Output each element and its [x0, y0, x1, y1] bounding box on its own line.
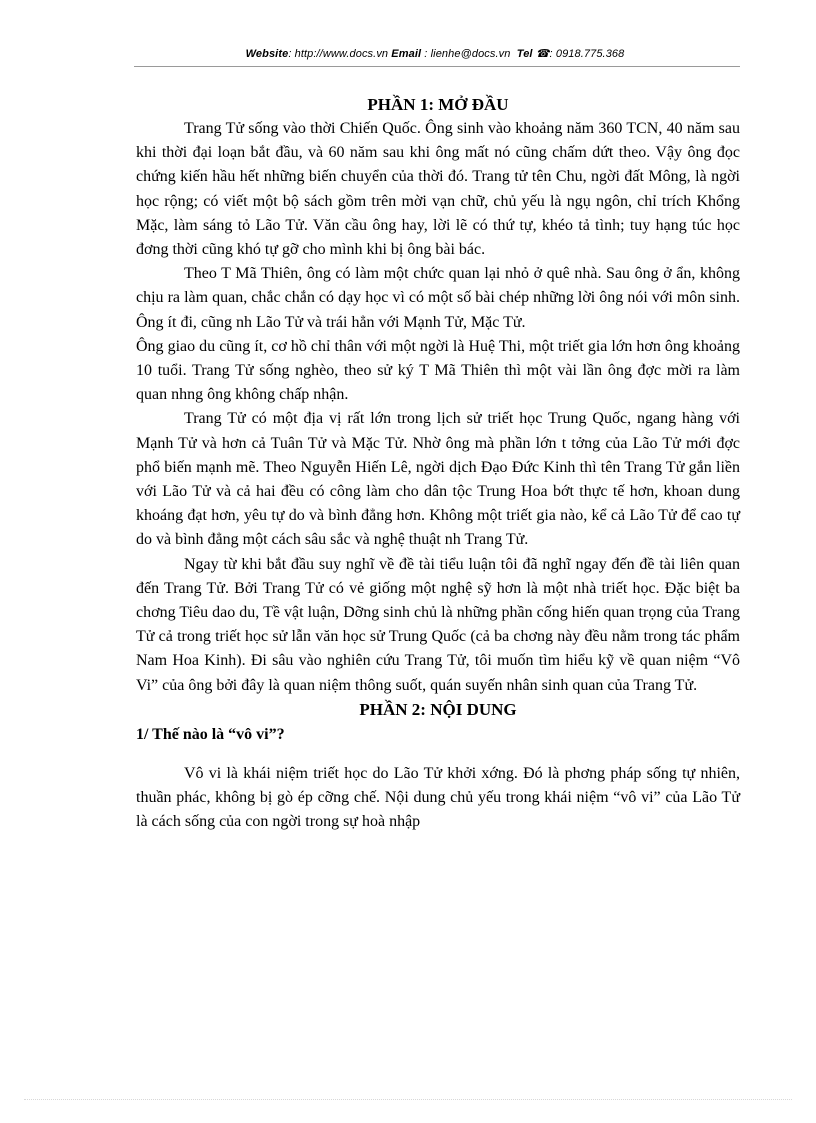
section1-paragraph-1: Trang Tử sống vào thời Chiến Quốc. Ông sinh vào khoảng năm 360 TCN, 40 năm sau khi thời đại loạn bắt đầu, và 60 năm sau khi ông mất nó cũng chấm dứt theo. Vậy ông đọc chứng kiến hầu hết những biến chuyển của thời đó. Trang tử tên Chu, ngời đất Mông, là ngời học rộng; có viết một bộ sách gồm trên mời vạn chữ, chủ yếu là ngụ ngôn, chỉ trích Khổng Mặc, làm sáng tỏ Lão Tử. Văn cầu ông hay, lời lẽ có thứ tự, khéo tả tình; tuy hạng túc học đơng thời cũng khó tự gỡ cho mình khi bị ông bài bác. [136, 120, 740, 259]
tel-value: : 0918.775.368 [549, 48, 625, 60]
footer-divider [24, 1099, 792, 1100]
email-value: : lienhe@docs.vn [421, 48, 511, 60]
section1-paragraph-3: Ông giao du cũng ít, cơ hồ chỉ thân với một ngời là Huệ Thi, một triết gia lớn hơn ông khoảng 10 tuổi. Trang Tử sống nghèo, theo sử ký T Mã Thiên thì một vài lần ông đợc mời ra làm quan nhng ông không chấp nhận. [136, 337, 740, 404]
header-divider [134, 66, 740, 67]
website-label: Website [245, 48, 289, 60]
section1-paragraph-5: Ngay từ khi bắt đầu suy nghĩ về đề tài tiểu luận tôi đã nghĩ ngay đến đề tài liên quan đến Trang Tử. Bởi Trang Tử có vẻ giống một nghệ sỹ hơn là một nhà triết học. Đặc biệt ba chơng Tiêu dao du, Tề vật luận, Dỡng sinh chủ là những phần cống hiến quan trọng của Trang Tử cả trong triết học sử lẫn văn học sử Trung Quốc (cả ba chơng này đều nằm trong tác phẩm Nam Hoa Kinh). Đi sâu vào nghiên cứu Trang Tử, tôi muốn tìm hiểu kỹ về quan niệm “Vô Vi” của ông bởi đây là quan niệm thông suốt, quán suyến nhân sinh quan của Trang Tử. [136, 555, 740, 694]
tel-label: Tel [516, 48, 533, 60]
section2-title: PHẦN 2: NỘI DUNG [359, 699, 517, 719]
phone-icon: ☎ [535, 48, 550, 60]
section2-paragraph-1: Vô vi là khái niệm triết học do Lão Tử khởi xớng. Đó là phơng pháp sống tự nhiên, thuần phác, không bị gò ép cỡng chế. Nội dung chủ yếu trong khái niệm “vô vi” của Lão Tử là cách sống của con ngời trong sự hoà nhập [136, 764, 740, 831]
website-value: : http://www.docs.vn [288, 48, 389, 60]
section1-paragraph-4: Trang Tử có một địa vị rất lớn trong lịch sử triết học Trung Quốc, ngang hàng với Mạnh Tử và hơn cả Tuân Tử và Mặc Tử. Nhờ ông mà phần lớn t tởng của Lão Tử mới đợc phổ biến mạnh mẽ. Theo Nguyễn Hiến Lê, ngời dịch Đạo Đức Kinh thì tên Trang Tử gắn liền với Lão Tử và cả hai đều có công làm cho dân tộc Trung Hoa bớt thực tế hơn, khoan dung khoáng đạt hơn, yêu tự do và bình đẳng hơn. Không một triết gia nào, kể cả Lão Tử để cao tự do và bình đẳng một cách sâu sắc và nghệ thuật nh Trang Tử. [136, 410, 740, 549]
section2-subtitle: 1/ Thế nào là “vô vi”? [136, 725, 285, 743]
section1-title: PHẦN 1: MỞ ĐẦU [367, 95, 509, 114]
document-body [136, 93, 740, 834]
section1-paragraph-2: Theo T Mã Thiên, ông có làm một chức quan lại nhỏ ở quê nhà. Sau ông ở ẩn, không chịu ra làm quan, chắc chắn có dạy học vì có một số bài chép những lời ông nói với môn sinh. Ông ít đi, cũng nh Lão Tử và trái hẳn với Mạnh Tử, Mặc Tử. [136, 265, 740, 331]
spacer [136, 748, 740, 762]
email-label: Email [391, 48, 422, 60]
page-header [130, 47, 740, 60]
